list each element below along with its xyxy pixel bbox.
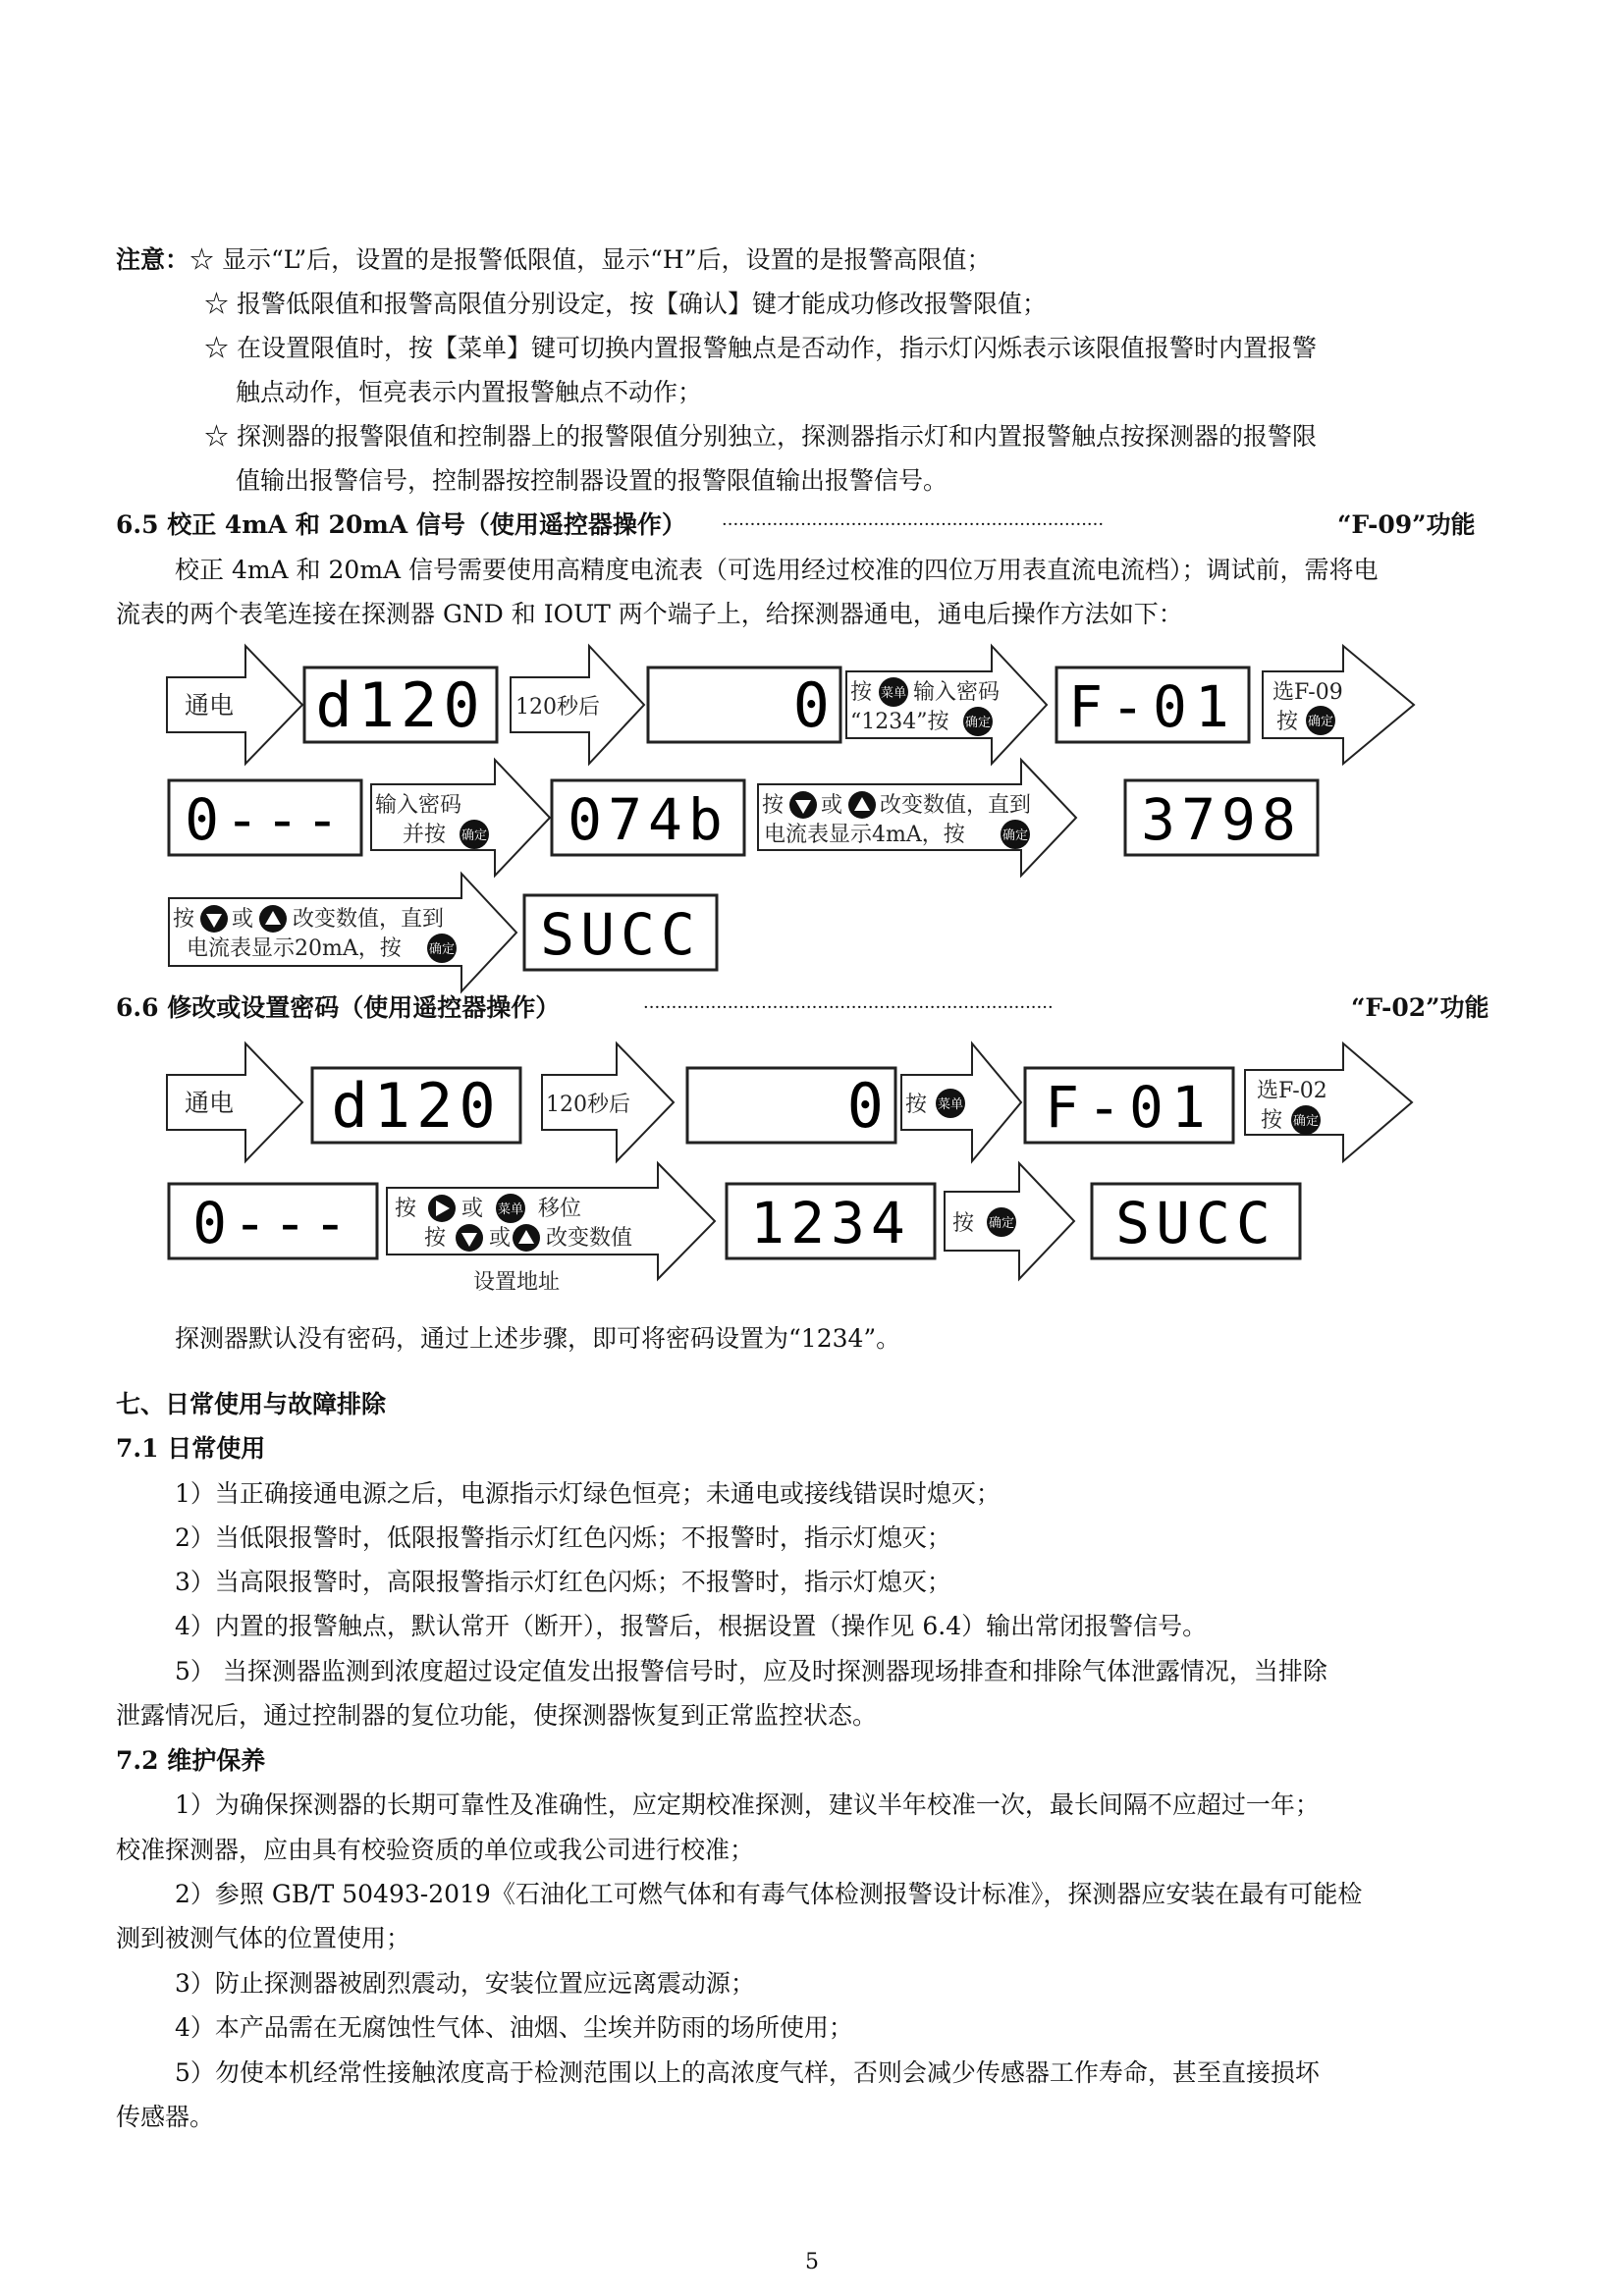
svg-text:120秒后: 120秒后 [515,695,600,720]
svg-text:按: 按 [850,680,873,705]
section-6-6-after: 探测器默认没有密码，通过上述步骤，即可将密码设置为“1234”。 [175,1324,901,1353]
usage-3: 3）当高限报警时，高限报警指示灯红色闪烁；不报警时，指示灯熄灭； [175,1568,951,1596]
section-6-5-leader: ···································································· [722,514,1105,535]
svg-text:菜单: 菜单 [880,686,907,701]
display-0---66 [169,1184,377,1258]
display-0---65 [169,780,361,855]
svg-text:电流表显示4mA，按: 电流表显示4mA，按 [764,823,965,847]
notes-label: 注意： [116,245,190,274]
usage-1: 1）当正确接通电源之后，电源指示灯绿色恒亮；未通电或接线错误时熄灭； [175,1479,1001,1508]
svg-text:1234: 1234 [750,1190,911,1256]
svg-text:电流表显示20mA，按: 电流表显示20mA，按 [187,936,402,961]
svg-text:通电: 通电 [185,1089,235,1117]
svg-text:按: 按 [173,907,195,932]
display-3798 [1125,780,1318,855]
svg-text:F-01: F-01 [1045,1074,1214,1141]
page-number: 5 [805,2250,819,2274]
svg-text:或: 或 [489,1226,512,1251]
display-1234 [727,1184,935,1258]
svg-text:改变数值，直到: 改变数值，直到 [880,793,1032,818]
svg-text:120秒后: 120秒后 [546,1093,630,1117]
arrow-shift-change [387,1163,715,1295]
section-6-6-func: “F-02”功能 [1351,993,1489,1022]
svg-text:074b: 074b [568,786,729,853]
svg-text:改变数值: 改变数值 [546,1226,633,1251]
svg-text:SUCC: SUCC [540,901,701,968]
display-d120-65 [304,667,497,742]
maint-3: 3）防止探测器被剧烈震动，安装位置应远离震动源； [175,1969,755,1998]
svg-text:并按: 并按 [403,823,447,847]
svg-text:SUCC: SUCC [1115,1190,1276,1256]
display-SUCC-65 [524,895,717,970]
note-4-cont: 值输出报警信号，控制器按控制器设置的报警限值输出报警信号。 [236,466,948,495]
svg-text:按: 按 [952,1211,975,1236]
arrow-select-F02 [1245,1043,1412,1161]
arrow-press-ok-66 [945,1163,1074,1279]
svg-text:按: 按 [762,793,785,818]
display-0-66 [687,1068,895,1143]
svg-text:按: 按 [1276,710,1299,734]
maint-4: 4）本产品需在无腐蚀性气体、油烟、尘埃并防雨的场所使用； [175,2013,853,2042]
svg-text:0: 0 [846,1070,884,1142]
power-on-label-65: 通电 [185,691,235,720]
svg-text:0---: 0--- [192,1190,353,1256]
maint-2: 2）参照 GB/T 50493-2019《石油化工可燃气体和有毒气体检测报警设计标准》，探测器应安装在最有可能检 [175,1880,1363,1908]
svg-text:按: 按 [1261,1108,1283,1133]
svg-text:输入密码: 输入密码 [375,793,462,818]
display-SUCC-66 [1092,1184,1300,1258]
maint-5: 5）勿使本机经常性接触浓度高于检测范围以上的高浓度气样，否则会减少传感器工作寿命，甚至直接损坏 [175,2058,1320,2087]
section-6-5-body-1: 校正 4mA 和 20mA 信号需要使用高精度电流表（可选用经过校准的四位万用表直流电流档）；调试前，需将电 [175,556,1379,584]
arrow-power-on-65 [167,646,302,764]
svg-text:输入密码: 输入密码 [913,680,1001,705]
note-1: ☆ 显示“L”后，设置的是报警低限值，显示“H”后，设置的是报警高限值； [189,245,992,274]
note-3: ☆ 在设置限值时，按【菜单】键可切换内置报警触点是否动作，指示灯闪烁表示该限值报警时内置报警 [204,334,1317,362]
svg-text:0: 0 [792,669,830,741]
arrow-enter-password-65 [846,646,1047,764]
section-7-2-title: 7.2 维护保养 [116,1746,266,1775]
svg-text:d120: d120 [315,669,486,741]
svg-text:设置地址: 设置地址 [473,1270,561,1295]
svg-text:“1234”按: “1234”按 [850,710,949,734]
svg-text:菜单: 菜单 [497,1202,524,1217]
svg-text:确定: 确定 [1001,828,1029,843]
arrow-120s-66 [542,1043,674,1161]
svg-text:改变数值，直到: 改变数值，直到 [293,907,445,932]
svg-text:按: 按 [905,1093,928,1117]
svg-text:F-01: F-01 [1068,673,1237,740]
arrow-input-password [371,760,550,876]
svg-text:确定: 确定 [460,828,488,843]
note-2: ☆ 报警低限值和报警高限值分别设定，按【确认】键才能成功修改报警限值； [204,290,1047,318]
display-F01-66 [1025,1068,1233,1143]
svg-text:0---: 0--- [185,786,346,853]
usage-4: 4）内置的报警触点，默认常开（断开），报警后，根据设置（操作见 6.4）输出常闭报警信号。 [175,1612,1208,1640]
svg-text:3798: 3798 [1141,786,1302,853]
usage-5-cont: 泄露情况后，通过控制器的复位功能，使探测器恢复到正常监控状态。 [116,1701,878,1730]
svg-text:按: 按 [424,1226,447,1251]
svg-text:或: 或 [232,907,254,932]
svg-text:确定: 确定 [964,716,992,730]
section-7-1-title: 7.1 日常使用 [116,1434,266,1463]
maint-2-cont: 测到被测气体的位置使用； [116,1924,411,1952]
svg-text:d120: d120 [331,1070,502,1142]
arrow-adjust-20ma [169,874,516,991]
svg-text:或: 或 [461,1197,484,1221]
svg-text:或: 或 [821,793,843,818]
maint-1-cont: 校准探测器，应由具有校验资质的单位或我公司进行校准； [116,1836,755,1864]
arrow-120s-65 [511,646,644,764]
usage-5: 5） 当探测器监测到浓度超过设定值发出报警信号时，应及时探测器现场排查和排除气体泄露情况，当排除 [175,1657,1327,1685]
display-0-65 [648,667,840,742]
svg-text:确定: 确定 [988,1216,1015,1231]
svg-text:菜单: 菜单 [937,1097,964,1112]
usage-2: 2）当低限报警时，低限报警指示灯红色闪烁；不报警时，指示灯熄灭； [175,1523,951,1552]
svg-text:确定: 确定 [1292,1114,1320,1129]
section-6-5-func: “F-09”功能 [1337,510,1476,539]
section-6-6-title: 6.6 修改或设置密码（使用遥控器操作） [116,993,561,1022]
svg-text:选F-02: 选F-02 [1257,1079,1327,1103]
note-3-cont: 触点动作，恒亮表示内置报警触点不动作； [236,378,703,406]
maint-1: 1）为确保探测器的长期可靠性及准确性，应定期校准探测，建议半年校准一次，最长间隔不应超过一年； [175,1790,1320,1819]
arrow-select-F09 [1263,646,1414,764]
arrow-power-on-66 [167,1043,302,1161]
display-074b [552,780,744,855]
display-d120-66 [312,1068,520,1143]
section-6-6-leader: ········································································· [643,997,1054,1018]
svg-text:移位: 移位 [538,1197,582,1221]
section-7-title: 七、日常使用与故障排除 [116,1390,387,1418]
svg-text:确定: 确定 [428,942,456,957]
svg-text:按: 按 [395,1197,417,1221]
section-6-5-body-2: 流表的两个表笔连接在探测器 GND 和 IOUT 两个端子上，给探测器通电，通电后操作方法如下： [116,600,1183,628]
display-F01-65 [1056,667,1249,742]
arrow-press-menu [901,1043,1021,1161]
arrow-adjust-4ma [758,760,1076,876]
note-4: ☆ 探测器的报警限值和控制器上的报警限值分别独立，探测器指示灯和内置报警触点按探测器的报警限 [204,422,1317,451]
svg-text:选F-09: 选F-09 [1272,680,1343,705]
svg-text:确定: 确定 [1307,715,1334,729]
maint-5-cont: 传感器。 [116,2103,215,2131]
section-6-5-title: 6.5 校正 4mA 和 20mA 信号（使用遥控器操作） [116,510,686,539]
